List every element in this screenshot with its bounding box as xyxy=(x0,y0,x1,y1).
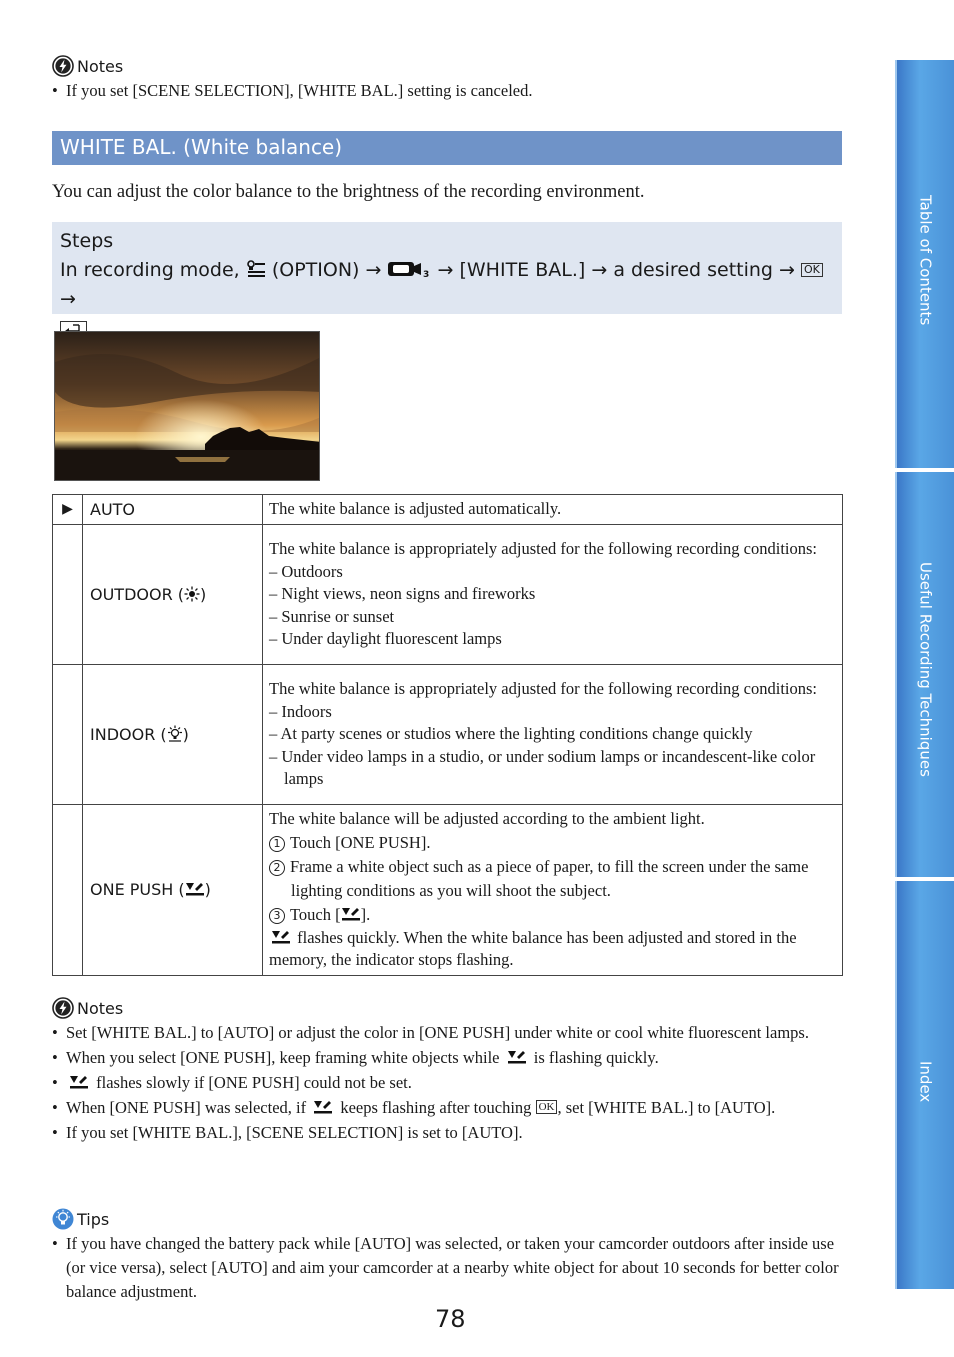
tip-item: • If you have changed the battery pack while [AUTO] was selected, or taken your camcorder outdoors after inside use (or vice versa), select [AUTO] and aim your camcorder at a nearby white object for about 10 seconds for better color balance adjustment. xyxy=(52,1232,842,1304)
option-icon xyxy=(246,260,266,278)
steps-heading: Steps xyxy=(60,230,114,252)
tab-label: Table of Contents xyxy=(916,195,935,326)
note-item: • If you set [SCENE SELECTION], [WHITE BAL.] setting is canceled. xyxy=(52,79,842,103)
white-balance-table xyxy=(52,494,843,976)
table-row xyxy=(53,805,843,976)
note-item: • If you set [WHITE BAL.], [SCENE SELECTION] is set to [AUTO]. xyxy=(52,1121,842,1145)
one-push-icon xyxy=(269,930,293,944)
arrow: → xyxy=(60,288,76,310)
table-row xyxy=(53,525,843,665)
setting-auto: AUTO xyxy=(83,495,263,525)
notes-label: Notes xyxy=(77,56,124,76)
arrow: → xyxy=(365,259,382,281)
one-push-icon xyxy=(504,1050,530,1064)
note-item: • Set [WHITE BAL.] to [AUTO] or adjust the color in [ONE PUSH] under white or cool white fluorescent lamps. xyxy=(52,1021,842,1045)
notes-list-top xyxy=(52,79,842,103)
one-push-icon xyxy=(66,1075,92,1089)
steps-white-bal: [WHITE BAL.] xyxy=(459,259,586,281)
setting-description: The white balance is appropriately adjusted for the following recording conditions: – Outdoors – Night views, neon signs and fireworks – Sunrise or sunset – Under daylight fluorescent lamps xyxy=(263,525,843,665)
notes-heading-bottom xyxy=(52,997,123,1019)
tab-label: Index xyxy=(916,1061,935,1103)
setting-outdoor: OUTDOOR ( ) xyxy=(83,525,263,665)
one-push-icon xyxy=(341,907,361,921)
page-number: 78 xyxy=(435,1305,466,1333)
arrow: → xyxy=(437,259,454,281)
setting-description: The white balance is appropriately adjusted for the following recording conditions: – Indoors – At party scenes or studios where the lighting conditions change quickly – Under video lamps in a studio, or under sodium lamps or incandescent-like color lamps xyxy=(263,665,843,805)
tab-label: Useful Recording Techniques xyxy=(916,562,935,777)
steps-option: (OPTION) xyxy=(271,259,360,281)
tips-lightbulb-icon xyxy=(52,1208,74,1230)
arrow: → xyxy=(779,259,795,281)
steps-desired-setting: a desired setting xyxy=(613,259,773,281)
selected-marker: ▶ xyxy=(53,495,83,525)
notes-heading-top xyxy=(52,55,123,77)
steps-path xyxy=(60,256,834,314)
tips-label: Tips xyxy=(77,1209,110,1229)
setting-description: The white balance will be adjusted according to the ambient light. 1 Touch [ONE PUSH]. 2 Frame a white object such as a piece of paper, to fill the screen under the same lighting conditions as you will shoot the subject. 3 Touch [ ]. flashes quickly. When the white balance has been adjusted and stored in the memory, the indicator stops flashing. xyxy=(263,805,843,976)
notes-icon xyxy=(52,997,74,1019)
notes-list-bottom xyxy=(52,1021,842,1145)
steps-box xyxy=(52,222,842,314)
setting-one-push: ONE PUSH ( ) xyxy=(83,805,263,976)
tab-table-of-contents[interactable] xyxy=(895,60,954,468)
camera-tab-icon xyxy=(387,259,431,279)
tab-index[interactable] xyxy=(895,881,954,1289)
notes-icon xyxy=(52,55,74,77)
indoor-bulb-icon xyxy=(167,725,183,742)
svg-text:3: 3 xyxy=(423,270,430,279)
one-push-icon xyxy=(185,882,205,896)
section-title: WHITE BAL. (White balance) xyxy=(52,131,842,165)
arrow: → xyxy=(591,259,608,281)
note-item: • flashes slowly if [ONE PUSH] could not be set. xyxy=(52,1071,842,1095)
table-row xyxy=(53,665,843,805)
steps-prefix: In recording mode, xyxy=(60,259,240,281)
outdoor-sun-icon xyxy=(184,586,200,602)
note-item: • When you select [ONE PUSH], keep framing white objects while is flashing quickly. xyxy=(52,1046,842,1070)
tips-list xyxy=(52,1232,842,1304)
tips-heading xyxy=(52,1208,109,1230)
setting-description: The white balance is adjusted automatically. xyxy=(263,495,843,525)
note-item: • When [ONE PUSH] was selected, if keeps flashing after touching OK , set [WHITE BAL.] to [AUTO]. xyxy=(52,1096,842,1120)
ok-button-icon: OK xyxy=(536,1100,558,1114)
tab-useful-recording-techniques[interactable] xyxy=(895,472,954,877)
setting-indoor: INDOOR ( ) xyxy=(83,665,263,805)
table-row xyxy=(53,495,843,525)
sunset-photo xyxy=(54,331,320,481)
ok-button-icon: OK xyxy=(801,263,823,277)
one-push-icon xyxy=(310,1100,336,1114)
notes-label: Notes xyxy=(77,998,124,1018)
intro-text: You can adjust the color balance to the brightness of the recording environment. xyxy=(52,182,645,202)
